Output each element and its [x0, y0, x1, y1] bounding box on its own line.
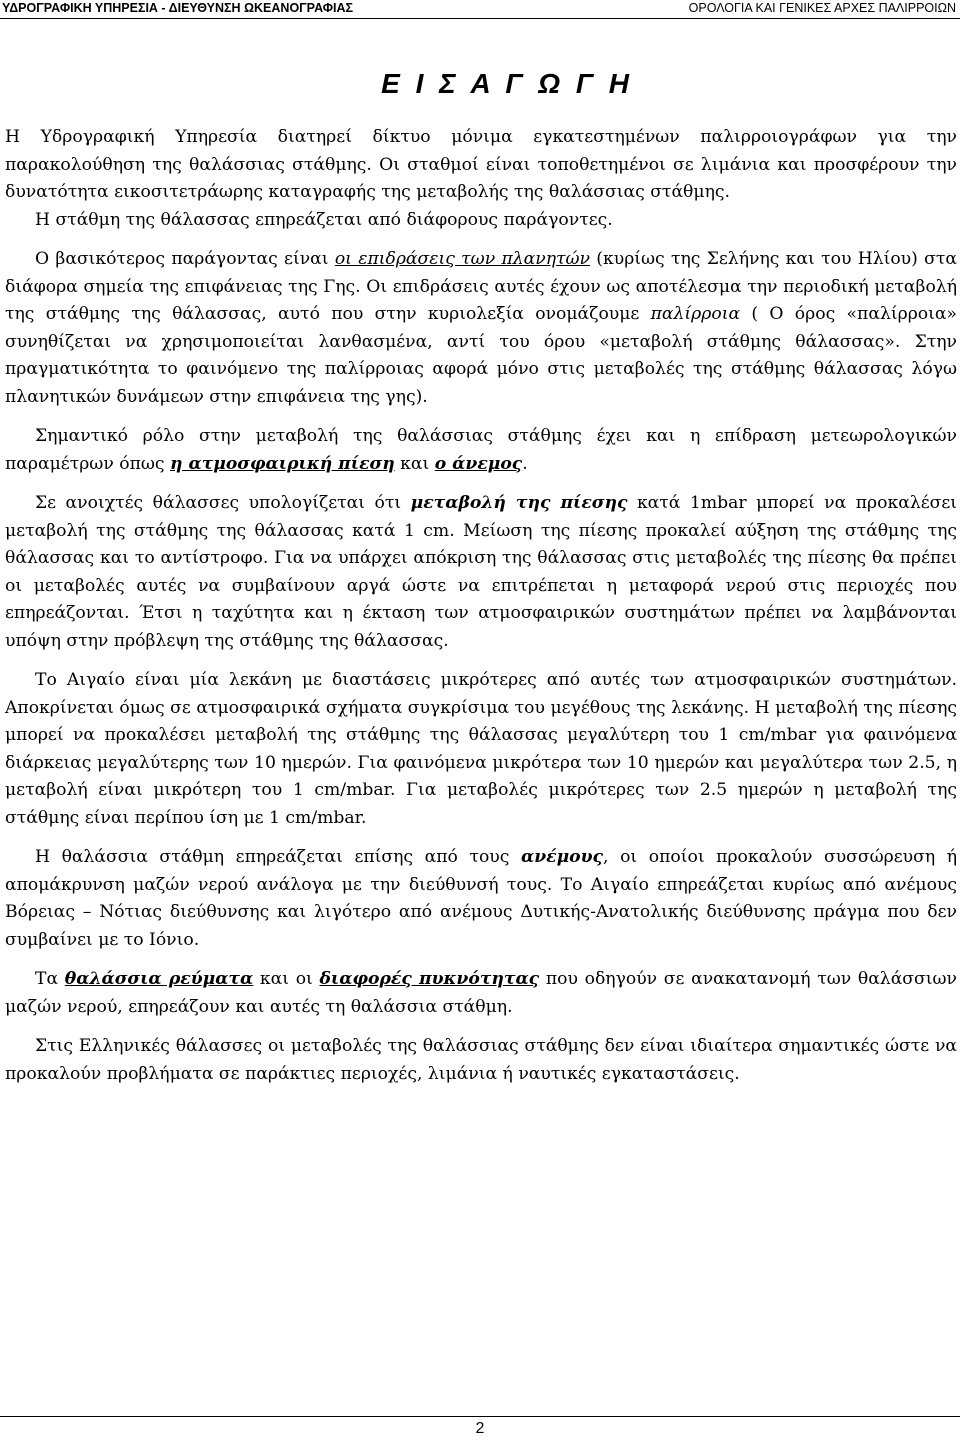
paragraph-meteorological: [5, 423, 957, 478]
text-run: .: [522, 453, 528, 474]
emphasis-pressure-change: μεταβολή της πίεσης: [410, 493, 628, 513]
paragraph-currents: [5, 966, 957, 1021]
text-run: κατά 1mbar μπορεί να προκαλέσει μεταβολή της στάθμης της θάλασσας κατά 1 cm. Μείωση της πίεσης προκαλεί αύξηση της στάθμης της θάλασσας και το αντίστροφο. Για να υπάρχει απόκριση της θάλασσας στις μεταβολές της πίεσης θα πρέπει οι μεταβολές αυτές να συμβαίνουν αργά ώστε να επιτρέπεται η μεταφορά νερού στις περιοχές που επηρεάζονται. Έτσι η ταχύτητα και η έκταση των ατμοσφαιρικών συστημάτων πρέπει να λαμβάνονται υπόψη στην πρόβλεψη της στάθμης της θάλασσας.: [5, 493, 957, 651]
text-run: και οι: [253, 969, 320, 989]
paragraph-planetary: [5, 246, 957, 411]
text-run: (κυρίως της Σελήνης και του Ηλίου) στα διάφορα σημεία της επιφάνειας της Γης. Οι επιδράσεις αυτές έχουν ως αποτέλεσμα την περιοδική μεταβολή της στάθμης της θάλασσας, αυτό που στην κυριολεξία ονομάζουμε: [5, 249, 957, 324]
emphasis-tide: παλίρροια: [650, 304, 741, 324]
emphasis-winds: ανέμους: [520, 847, 604, 867]
emphasis-sea-currents: θαλάσσια ρεύματα: [64, 969, 254, 989]
text-run: και: [394, 453, 435, 474]
paragraph-greek-seas: Στις Ελληνικές θάλασσες οι μεταβολές της θαλάσσιας στάθμης δεν είναι ιδιαίτερα σημαντικές ώστε να προκαλούν προβλήματα σε παράκτιες περιοχές, λιμάνια ή ναυτικές εγκαταστάσεις.: [5, 1036, 957, 1084]
page-number: 2: [475, 1420, 485, 1437]
text-run: Σημαντικό ρόλο στην μεταβολή της θαλάσσιας στάθμης έχει και η επίδραση μετεωρολογικών παραμέτρων όπως: [5, 426, 957, 474]
page-header: [0, 0, 960, 20]
emphasis-density-differences: διαφορές πυκνότητας: [319, 969, 540, 989]
header-divider: [0, 18, 960, 19]
footer-divider: [0, 1416, 960, 1417]
text-run: που οδηγούν σε ανακατανομή των θαλάσσιων μαζών νερού, επηρεάζουν και αυτές τη θαλάσσια στάθμη.: [5, 969, 957, 1017]
paragraph-factors: Η στάθμη της θάλασσας επηρεάζεται από διάφορους παράγοντες.: [35, 209, 613, 230]
section-title: Ε Ι Σ Α Γ Ω Γ Η: [381, 68, 632, 99]
text-run: Τα: [35, 969, 65, 989]
paragraph-aegean-basin: Το Αιγαίο είναι μία λεκάνη με διαστάσεις μικρότερες από αυτές των ατμοσφαιρικών συστημάτων. Αποκρίνεται όμως σε ατμοσφαιρικά σχήματα συγκρίσιμα του μεγέθους της λεκάνης. Η μεταβολή της πίεσης μπορεί να προκαλέσει μεταβολή της στάθμης της θάλασσας μεγαλύτερη του 1 cm/mbar για φαινόμενα διάρκειας μεγαλύτερης των 10 ημερών. Για φαινόμενα μικρότερα των 10 ημερών και μεγαλύτερα των 2.5, η μεταβολή είναι μικρότερη του 1 cm/mbar. Για μεταβολές μικρότερες των 2.5 ημερών η μεταβολή της στάθμης είναι περίπου ίση με 1 cm/mbar.: [5, 670, 957, 828]
paragraph-pressure-change: [5, 490, 957, 655]
text-run: , οι οποίοι προκαλούν συσσώρευση ή απομάκρυνση μαζών νερού ανάλογα με την διεύθυνσή τους. Το Αιγαίο επηρεάζεται κυρίως από ανέμους Βόρειας – Νότιας διεύθυνσης και λιγότερο από ανέμους Δυτικής-Ανατολικής διεύθυνσης πράγμα που δεν συμβαίνει με το Ιόνιο.: [5, 847, 958, 950]
text-run: Ο βασικότερος παράγοντας είναι: [35, 249, 335, 269]
text-run: ( Ο όρος «παλίρροια» συνηθίζεται να χρησιμοποιείται λανθασμένα, αντί του όρου «μεταβολή στάθμης θάλασσας». Στην πραγματικότητα το φαινόμενο της παλίρροιας αφορά μόνο στις μεταβολές της στάθμης θάλασσας λόγω πλανητικών δυνάμεων στην επιφάνεια της γης).: [5, 304, 958, 407]
emphasis-atmospheric-pressure: η ατμοσφαιρική πίεση: [169, 453, 395, 474]
emphasis-wind: ο άνεμος: [434, 453, 523, 474]
text-run: Η θαλάσσια στάθμη επηρεάζεται επίσης από τους: [35, 847, 521, 867]
paragraph-winds: [5, 844, 957, 954]
header-organization: ΥΔΡΟΓΡΑΦΙΚΗ ΥΠΗΡΕΣΙΑ - ΔΙΕΥΘΥΝΣΗ ΩΚΕΑΝΟΓΡΑΦΙΑΣ: [2, 1, 354, 15]
document-body: [5, 124, 957, 1100]
header-document-title: ΟΡΟΛΟΓΙΑ ΚΑΙ ΓΕΝΙΚΕΣ ΑΡΧΕΣ ΠΑΛΙΡΡΟΙΩΝ: [688, 1, 956, 15]
paragraph-network: Η Υδρογραφική Υπηρεσία διατηρεί δίκτυο μόνιμα εγκατεστημένων παλιρροιογράφων για την παρακολούθηση της θαλάσσιας στάθμης. Οι σταθμοί είναι τοποθετημένοι σε λιμάνια και προσφέρουν την δυνατότητα εικοσιτετράωρης καταγραφής της μεταβολής της θαλάσσιας στάθμης.: [5, 127, 957, 202]
emphasis-planetary-effects: οι επιδράσεις των πλανητών: [334, 249, 590, 269]
text-run: Σε ανοιχτές θάλασσες υπολογίζεται ότι: [35, 493, 411, 513]
